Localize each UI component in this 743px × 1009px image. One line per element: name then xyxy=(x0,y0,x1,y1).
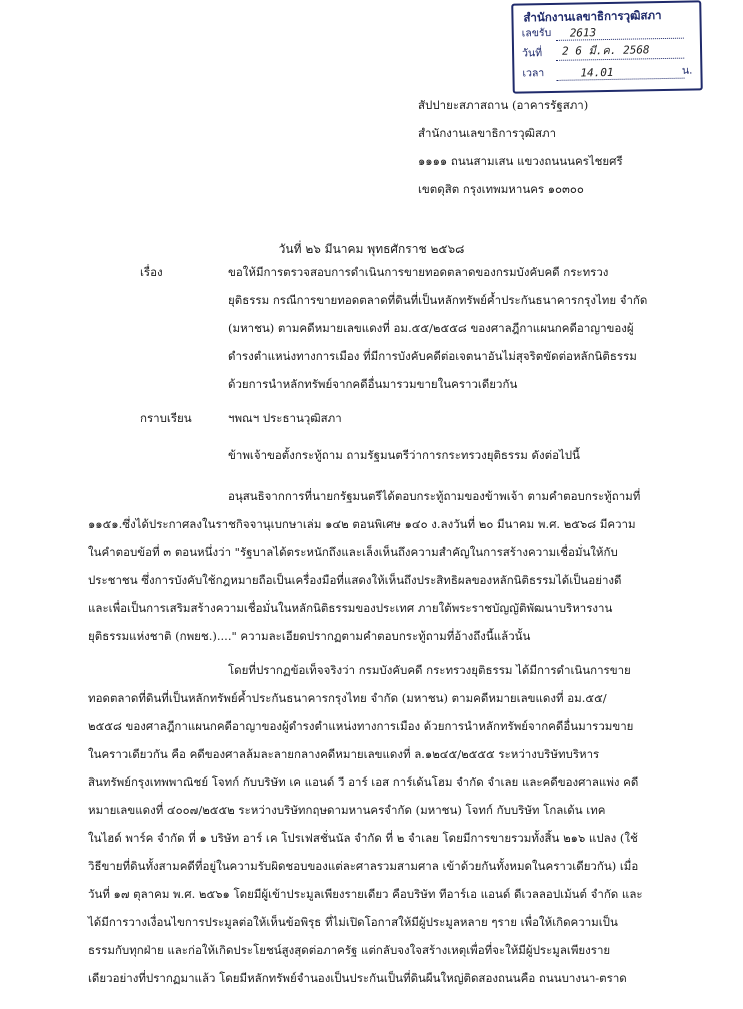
letter-date: วันที่ ๒๖ มีนาคม พุทธศักราช ๒๕๖๘ xyxy=(278,242,465,256)
body-line-17: ธรรมกับทุกฝ่าย และก่อให้เกิดประโยชน์สูงสุดต่อภาครัฐ แต่กลับจงใจสร้างเหตุเพื่อที่จะให้มีผู้ประมูลเพียงราย xyxy=(88,943,611,957)
address-line-4: เขตดุสิต กรุงเทพมหานคร ๑๐๓๐๐ xyxy=(418,182,584,196)
stamp-time-row xyxy=(522,64,694,83)
body-line-4: ประชาชน ซึ่งการบังคับใช้กฎหมายถือเป็นเครื่องมือที่แสดงให้เห็นถึงประสิทธิผลของหลักนิติธรรมได้เป็นอย่างดี xyxy=(88,573,622,587)
address-line-1: สัปปายะสภาสถาน (อาคารรัฐสภา) xyxy=(418,98,589,112)
body-line-18: เดียวอย่างที่ปรากฏมาแล้ว โดยมีหลักทรัพย์จำนองเป็นประกันเป็นที่ดินผืนใหญ่ติดสองถนนคือ ถนนบางนา-ตราด xyxy=(88,971,627,985)
subject-line-2: ยุติธรรม กรณีการขายทอดตลาดที่ดินที่เป็นหลักทรัพย์ค้ำประกันธนาคารกรุงไทย จำกัด xyxy=(228,293,648,307)
stamp-date-label: วันที่ xyxy=(521,47,543,60)
body-line-12: หมายเลขแดงที่ ๔๐๐๗/๒๕๕๒ ระหว่างบริษัทกฤษดามหานครจำกัด (มหาชน) โจทก์ กับบริษัท โกลเด้น เทค xyxy=(88,803,606,817)
stamp-time-suffix: น. xyxy=(681,64,693,77)
subject-line-3: (มหาชน) ตามคดีหมายเลขแดงที่ อม.๕๕/๒๕๕๘ ของศาลฎีกาแผนกคดีอาญาของผู้ xyxy=(228,321,634,335)
stamp-title: สำนักงานเลขาธิการวุฒิสภา xyxy=(523,8,662,25)
body-line-13: ในไฮด์ พาร์ค จำกัด ที่ ๑ บริษัท อาร์ เค โปรเฟสชั่นนัล จำกัด ที่ ๒ จำเลย โดยมีการขายรวมทั้งสิ้น ๒๑๖ แปลง (ใช้ xyxy=(88,831,638,845)
body-line-7: โดยที่ปรากฏข้อเท็จจริงว่า กรมบังคับคดี กระทรวงยุติธรรม ได้มีการดำเนินการขาย xyxy=(228,663,631,677)
body-line-14: วิธีขายที่ดินทั้งสามคดีที่อยู่ในความรับผิดชอบของแต่ละศาลรวมสามศาล เข้าด้วยกันทั้งหมดในคราวเดียวกัน) เมื่อ xyxy=(88,859,639,873)
stamp-time-label: เวลา xyxy=(522,67,545,80)
body-line-11: สินทรัพย์กรุงเทพพาณิชย์ โจทก์ กับบริษัท เค แอนด์ วี อาร์ เอส การ์เด้นโฮม จำกัด จำเลย และคดีของศาลแพ่ง คดี xyxy=(88,775,639,789)
body-line-9: ๒๕๕๘ ของศาลฎีกาแผนกคดีอาญาของผู้ดำรงตำแหน่งทางการเมือง ด้วยการนำหลักทรัพย์จากคดีอื่นมารวมขาย xyxy=(88,719,634,733)
body-line-2: ๑๑๕๑.ซึ่งได้ประกาศลงในราชกิจจานุเบกษาเล่ม ๑๔๒ ตอนพิเศษ ๑๔๐ ง.ลงวันที่ ๒๐ มีนาคม พ.ศ. ๒๕๖๘ มีความ xyxy=(88,517,636,531)
body-line-6: ยุติธรรมแห่งชาติ (กพยช.)...." ความละเอียดปรากฏตามคำตอบกระทู้ถามที่อ้างถึงนี้แล้วนั้น xyxy=(88,629,531,643)
subject-line-4: ดำรงตำแหน่งทางการเมือง ที่มีการบังคับคดีต่อเจตนาอันไม่สุจริตขัดต่อหลักนิติธรรม xyxy=(228,349,637,363)
salutation-label: กราบเรียน xyxy=(140,411,192,425)
stamp-rec-label: เลขรับ xyxy=(521,26,552,40)
subject-label: เรื่อง xyxy=(140,265,163,279)
stamp-time-line xyxy=(557,78,685,81)
body-line-1: อนุสนธิจากการที่นายกรัฐมนตรีได้ตอบกระทู้ถามของข้าพเจ้า ตามคำตอบกระทู้ถามที่ xyxy=(228,489,641,503)
body-line-5: และเพื่อเป็นการเสริมสร้างความเชื่อมั่นในหลักนิติธรรมของประเทศ ภายใต้พระราชบัญญัติพัฒนาบริหารงาน xyxy=(88,601,613,615)
body-line-15: วันที่ ๑๗ ตุลาคม พ.ศ. ๒๕๖๑ โดยมีผู้เข้าประมูลเพียงรายเดียว คือบริษัท ทีอาร์เอ แอนด์ ดีเวลลอปเม้นต์ จำกัด และ xyxy=(88,887,643,901)
body-line-10: ในคราวเดียวกัน คือ คดีของศาลล้มละลายกลางคดีหมายเลขแดงที่ ล.๑๒๔๕/๒๕๕๕ ระหว่างบริษัทบริหาร xyxy=(88,747,600,761)
body-line-3: ในคำตอบข้อที่ ๓ ตอนหนึ่งว่า "รัฐบาลได้ตระหนักถึงและเล็งเห็นถึงความสำคัญในการสร้างความเชื่อมั่นให้กับ xyxy=(88,545,618,559)
stamp-rec-value: 2613 xyxy=(569,26,597,40)
intro-line: ข้าพเจ้าขอตั้งกระทู้ถาม ถามรัฐมนตรีว่าการกระทรวงยุติธรรม ดังต่อไปนี้ xyxy=(228,448,580,462)
receipt-stamp xyxy=(511,0,703,93)
body-line-16: ได้มีการวางเงื่อนไขการประมูลต่อให้เห็นข้อพิรุธ ที่ไม่เปิดโอกาสให้มีผู้ประมูลหลาย ๆราย เพื่อให้เกิดความเป็น xyxy=(88,915,618,929)
address-line-2: สำนักงานเลขาธิการวุฒิสภา xyxy=(418,126,557,140)
address-line-3: ๑๑๑๑ ถนนสามเสน แขวงถนนนครไชยศรี xyxy=(418,154,623,168)
salutation-value: ฯพณฯ ประธานวุฒิสภา xyxy=(228,411,342,425)
subject-line-5: ด้วยการนำหลักทรัพย์จากคดีอื่นมารวมขายในคราวเดียวกัน xyxy=(228,377,518,391)
stamp-time-value: 14.01 xyxy=(580,65,614,80)
body-line-8: ทอดตลาดที่ดินที่เป็นหลักทรัพย์ค้ำประกันธนาคารกรุงไทย จำกัด (มหาชน) ตามคดีหมายเลขแดงที่ อม.๕๕/ xyxy=(88,691,607,705)
subject-line-1: ขอให้มีการตรวจสอบการดำเนินการขายทอดตลาดของกรมบังคับคดี กระทรวง xyxy=(228,265,609,279)
stamp-date-value: 2 6 มี.ค. 2568 xyxy=(561,43,650,58)
stamp-date-row xyxy=(522,44,694,63)
